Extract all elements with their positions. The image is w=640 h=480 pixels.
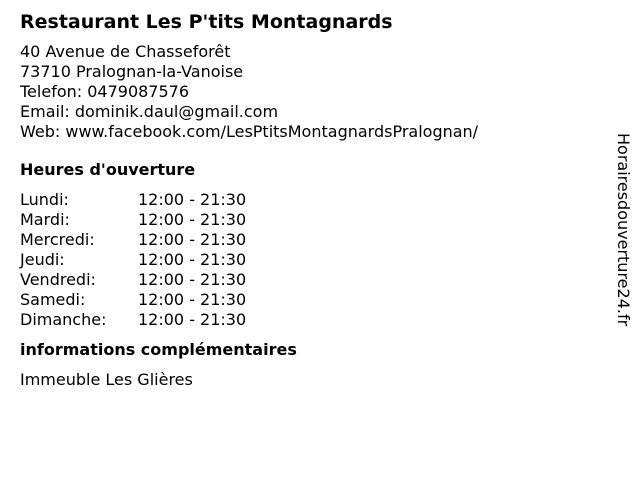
contact-block	[20, 42, 600, 142]
restaurant-info	[20, 10, 600, 390]
email-text: Email: dominik.daul@gmail.com	[20, 102, 279, 121]
watermark-text: Horairesdouverture24.fr	[614, 133, 633, 327]
opening-hours-heading: Heures d'ouverture	[20, 160, 196, 179]
time-range: 12:00 - 21:30	[138, 290, 247, 309]
hours-row-wednesday	[20, 230, 600, 250]
time-range: 12:00 - 21:30	[138, 230, 247, 249]
time-range: 12:00 - 21:30	[138, 250, 247, 269]
page-title: Restaurant Les P'tits Montagnards	[20, 11, 393, 33]
hours-row-monday	[20, 190, 600, 210]
address-city: 73710 Pralognan-la-Vanoise	[20, 62, 244, 81]
address-street: 40 Avenue de Chasseforêt	[20, 42, 231, 61]
day-label: Lundi:	[20, 190, 69, 209]
time-range: 12:00 - 21:30	[138, 210, 247, 229]
day-label: Mercredi:	[20, 230, 95, 249]
hours-row-friday	[20, 270, 600, 290]
hours-row-sunday	[20, 310, 600, 330]
time-range: 12:00 - 21:30	[138, 270, 247, 289]
day-label: Jeudi:	[20, 250, 65, 269]
additional-info-text: Immeuble Les Glières	[20, 370, 193, 389]
hours-row-tuesday	[20, 210, 600, 230]
phone-text: Telefon: 0479087576	[20, 82, 190, 101]
day-label: Mardi:	[20, 210, 70, 229]
website-text: Web: www.facebook.com/LesPtitsMontagnardsPralognan/	[20, 122, 479, 141]
day-label: Vendredi:	[20, 270, 96, 289]
day-label: Samedi:	[20, 290, 86, 309]
additional-info-heading: informations complémentaires	[20, 340, 297, 359]
opening-hours-table	[20, 190, 600, 330]
day-label: Dimanche:	[20, 310, 107, 329]
time-range: 12:00 - 21:30	[138, 310, 247, 329]
hours-row-thursday	[20, 250, 600, 270]
hours-row-saturday	[20, 290, 600, 310]
time-range: 12:00 - 21:30	[138, 190, 247, 209]
